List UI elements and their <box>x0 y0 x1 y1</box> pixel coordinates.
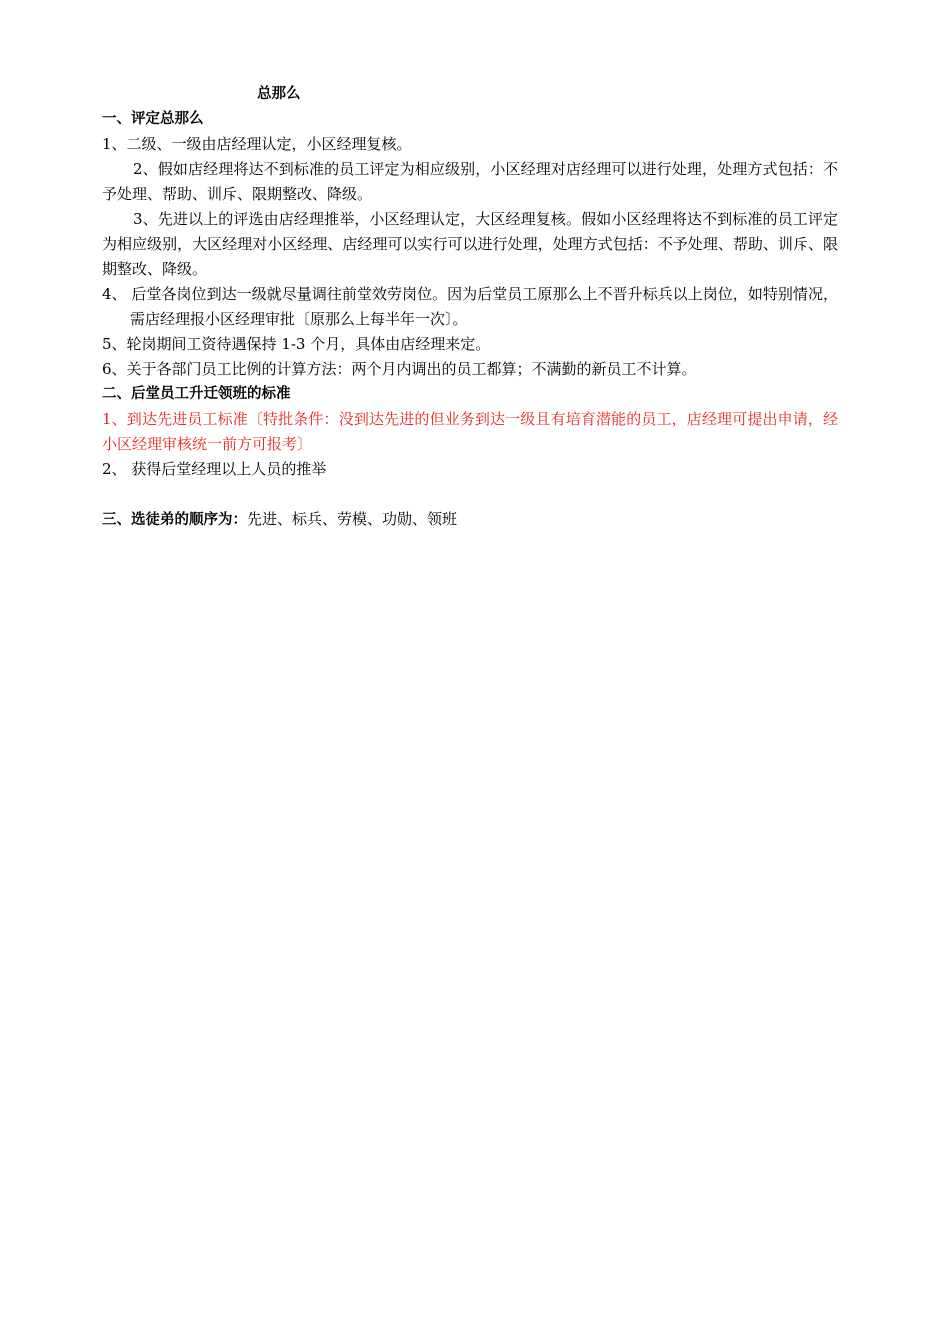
section3-heading: 三、选徒弟的顺序为： <box>102 512 247 528</box>
section1-item4: 4、 后堂各岗位到达一级就尽量调往前堂效劳岗位。因为后堂员工原那么上不晋升标兵以上岗位，如特别情况，需店经理报小区经理审批〔原那么上每半年一次〕。 <box>102 285 838 328</box>
section1-item1: 1、二级、一级由店经理认定，小区经理复核。 <box>102 135 412 153</box>
section1-item5: 5、轮岗期间工资待遇保持 1-3 个月，具体由店经理来定。 <box>102 335 491 353</box>
section1-heading: 一、评定总那么 <box>102 111 204 127</box>
section1-item3: 3、先进以上的评选由店经理推举，小区经理认定，大区经理复核。假如小区经理将达不到标准的员工评定为相应级别，大区经理对小区经理、店经理可以实行可以进行处理，处理方式包括：不予处理、帮助、训斥、限期整改、降级。 <box>102 210 838 278</box>
section2-heading: 二、后堂员工升迁领班的标准 <box>102 386 291 402</box>
section3-text: 先进、标兵、劳模、功勋、领班 <box>247 510 458 528</box>
section3-line <box>102 507 838 533</box>
section1-item2: 2、假如店经理将达不到标准的员工评定为相应级别，小区经理对店经理可以进行处理，处理方式包括：不予处理、帮助、训斥、限期整改、降级。 <box>102 160 838 203</box>
section1-item6: 6、关于各部门员工比例的计算方法：两个月内调出的员工都算；不满勤的新员工不计算。 <box>102 360 697 378</box>
document-title: 总那么 <box>257 86 301 102</box>
blank-line <box>102 482 838 507</box>
section2-item2: 2、 获得后堂经理以上人员的推举 <box>102 460 327 478</box>
document-page <box>102 82 838 533</box>
section2-item1: 1、到达先进员工标准〔特批条件：没到达先进的但业务到达一级且有培育潜能的员工，店经理可提出申请，经小区经理审核统一前方可报考〕 <box>102 410 838 453</box>
